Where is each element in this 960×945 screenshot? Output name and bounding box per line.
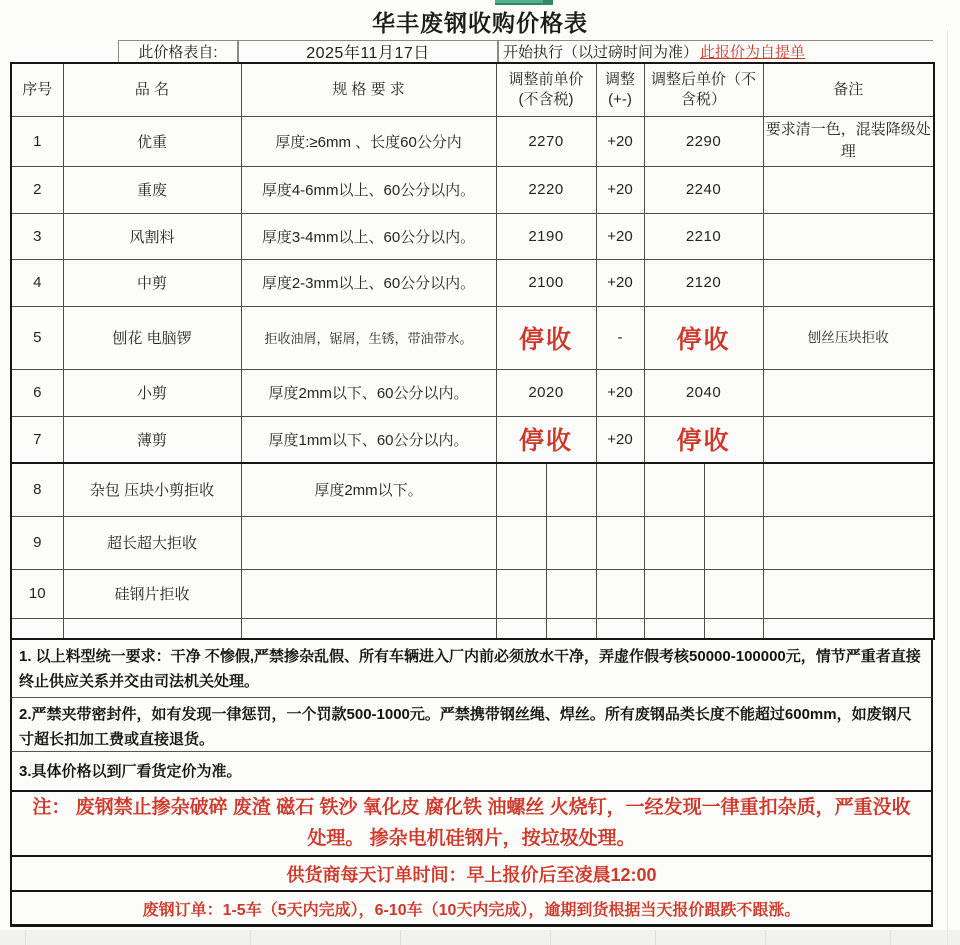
cell-spec: 拒收油屑，锯屑，生锈，带油带水。 — [241, 306, 496, 369]
cell-empty — [644, 516, 704, 569]
info-self-pickup: 此报价为自提单 — [700, 44, 806, 61]
header-remark: 备注 — [763, 63, 934, 116]
table-row — [11, 369, 934, 416]
info-execute-text: 开始执行（以过磅时间为准） — [503, 44, 699, 61]
grid-line — [765, 930, 766, 945]
cell-no: 2 — [11, 166, 63, 213]
cell-no: 8 — [11, 463, 63, 516]
cell-name: 刨花 电脑锣 — [63, 306, 241, 369]
cell-empty — [704, 516, 763, 569]
cell-price-after: 2040 — [644, 369, 763, 416]
cell-empty — [546, 618, 596, 639]
cell-no: 9 — [11, 516, 63, 569]
table-row — [11, 116, 934, 166]
header-name: 品 名 — [63, 63, 241, 116]
cell-spec: 厚度2mm以下、60公分以内。 — [241, 369, 496, 416]
empty-row — [11, 618, 934, 639]
cell-empty — [763, 618, 934, 639]
header-spec: 规 格 要 求 — [241, 63, 496, 116]
cell-name: 风割料 — [63, 213, 241, 259]
cell-remark — [763, 516, 934, 569]
header-price-before — [496, 63, 596, 116]
spreadsheet-bottom-margin — [0, 930, 960, 945]
cell-empty — [546, 463, 596, 516]
cell-adjust: +20 — [596, 166, 644, 213]
cell-price-before: 停收 — [496, 416, 596, 463]
cell-price-after: 2290 — [644, 116, 763, 166]
cell-adjust: +20 — [596, 369, 644, 416]
grid-line — [890, 930, 891, 945]
info-label: 此价格表自: — [118, 40, 238, 62]
cell-remark — [763, 416, 934, 463]
table-row — [11, 569, 934, 618]
table-row — [11, 166, 934, 213]
table-row — [11, 306, 934, 369]
cell-empty — [596, 516, 644, 569]
cell-empty — [241, 618, 496, 639]
supply-time: 供货商每天订单时间：早上报价后至凌晨12:00 — [10, 855, 933, 890]
cell-name: 优重 — [63, 116, 241, 166]
cell-empty — [596, 618, 644, 639]
grid-line — [250, 930, 251, 945]
header-adjust — [596, 63, 644, 116]
cell-name: 超长超大拒收 — [63, 516, 241, 569]
cell-price-before: 2220 — [496, 166, 596, 213]
cell-empty — [496, 618, 546, 639]
cell-price-before: 2020 — [496, 369, 596, 416]
table-row — [11, 213, 934, 259]
cell-adjust: +20 — [596, 116, 644, 166]
cell-remark: 刨丝压块拒收 — [763, 306, 934, 369]
grid-line — [25, 930, 26, 945]
cell-price-before: 停收 — [496, 306, 596, 369]
header-adjust-line1: 调整 — [605, 70, 636, 88]
header-adjust-line2: (+-) — [608, 90, 632, 108]
grid-line — [550, 930, 551, 945]
cell-empty — [546, 569, 596, 618]
cell-spec: 厚度1mm以下、60公分以内。 — [241, 416, 496, 463]
info-execute — [498, 40, 933, 62]
note-3: 3.具体价格以到厂看货定价为准。 — [10, 752, 933, 790]
table-row — [11, 416, 934, 463]
cell-no: 5 — [11, 306, 63, 369]
cell-spec: 厚度2mm以下。 — [241, 463, 496, 516]
cell-empty — [644, 569, 704, 618]
cell-remark — [763, 166, 934, 213]
cell-spec — [241, 516, 496, 569]
cell-spec: 厚度:≥6mm 、长度60公分内 — [241, 116, 496, 166]
page-title: 华丰废钢收购价格表 — [372, 10, 588, 36]
cell-empty — [546, 516, 596, 569]
table-row — [11, 516, 934, 569]
cell-empty — [704, 463, 763, 516]
cell-empty — [496, 463, 546, 516]
cell-adjust: - — [596, 306, 644, 369]
cell-empty — [596, 569, 644, 618]
grid-line — [400, 930, 401, 945]
cell-empty — [644, 618, 704, 639]
cell-no: 6 — [11, 369, 63, 416]
cell-remark — [763, 213, 934, 259]
cell-name: 重废 — [63, 166, 241, 213]
cell-empty — [704, 569, 763, 618]
price-table-body — [11, 116, 934, 639]
cell-no: 1 — [11, 116, 63, 166]
cell-spec — [241, 569, 496, 618]
header-price-after: 调整后单价（不含税） — [644, 63, 763, 116]
order-rule: 废钢订单：1-5车（5天内完成），6-10车（10天内完成），逾期到货根据当天报价跟跌不跟涨。 — [10, 890, 933, 927]
cell-empty — [704, 618, 763, 639]
note-1: 1. 以上料型统一要求：干净 不惨假,严禁掺杂乱假、所有车辆进入厂内前必须放水干净，弄虚作假考核50000-100000元，情节严重者直接终止供应关系并交由司法机关处理。 — [10, 638, 933, 698]
table-row — [11, 259, 934, 306]
cell-empty — [644, 463, 704, 516]
note-2: 2.严禁夹带密封件，如有发现一律惩罚，一个罚款500-1000元。严禁携带钢丝绳、焊丝。所有废钢品类长度不能超过600mm，如废钢尺寸超长扣加工费或直接退货。 — [10, 698, 933, 752]
cell-price-before: 2270 — [496, 116, 596, 166]
table-header-row — [11, 63, 934, 116]
cell-name: 硅钢片拒收 — [63, 569, 241, 618]
grid-line-right — [947, 30, 948, 945]
cell-no: 3 — [11, 213, 63, 259]
cell-price-after: 2240 — [644, 166, 763, 213]
cell-no: 10 — [11, 569, 63, 618]
cell-no: 4 — [11, 259, 63, 306]
cell-empty — [63, 618, 241, 639]
cell-name: 薄剪 — [63, 416, 241, 463]
cell-price-after: 2120 — [644, 259, 763, 306]
cell-adjust: +20 — [596, 213, 644, 259]
cell-empty — [496, 516, 546, 569]
cell-remark: 要求清一色，混装降级处理 — [763, 116, 934, 166]
cell-remark — [763, 569, 934, 618]
price-table — [10, 62, 935, 640]
cell-price-after: 2210 — [644, 213, 763, 259]
header-no: 序号 — [11, 63, 63, 116]
cell-price-after: 停收 — [644, 416, 763, 463]
cell-adjust: +20 — [596, 416, 644, 463]
cell-name: 小剪 — [63, 369, 241, 416]
cell-name: 中剪 — [63, 259, 241, 306]
cell-spec: 厚度4-6mm以上、60公分以内。 — [241, 166, 496, 213]
cell-price-before: 2190 — [496, 213, 596, 259]
cell-remark — [763, 259, 934, 306]
cell-empty — [496, 569, 546, 618]
cell-no: 7 — [11, 416, 63, 463]
cell-spec: 厚度2-3mm以上、60公分以内。 — [241, 259, 496, 306]
cell-remark — [763, 369, 934, 416]
header-price-before-line2: (不含税) — [518, 90, 574, 108]
info-date: 2025年11月17日 — [238, 40, 498, 62]
cell-spec: 厚度3-4mm以上、60公分以内。 — [241, 213, 496, 259]
table-row — [11, 463, 934, 516]
cell-remark — [763, 463, 934, 516]
cell-price-before: 2100 — [496, 259, 596, 306]
cell-empty — [11, 618, 63, 639]
warning-note: 注： 废钢禁止掺杂破碎 废渣 磁石 铁沙 氧化皮 腐化铁 油螺丝 火烧钉，一经发现一律重扣杂质，严重没收处理。 掺杂电机硅钢片，按垃圾处理。 — [10, 790, 933, 855]
cell-empty — [596, 463, 644, 516]
cell-adjust: +20 — [596, 259, 644, 306]
cell-price-after: 停收 — [644, 306, 763, 369]
grid-line — [655, 930, 656, 945]
header-price-before-line1: 调整前单价 — [508, 70, 584, 88]
cell-name: 杂包 压块小剪拒收 — [63, 463, 241, 516]
